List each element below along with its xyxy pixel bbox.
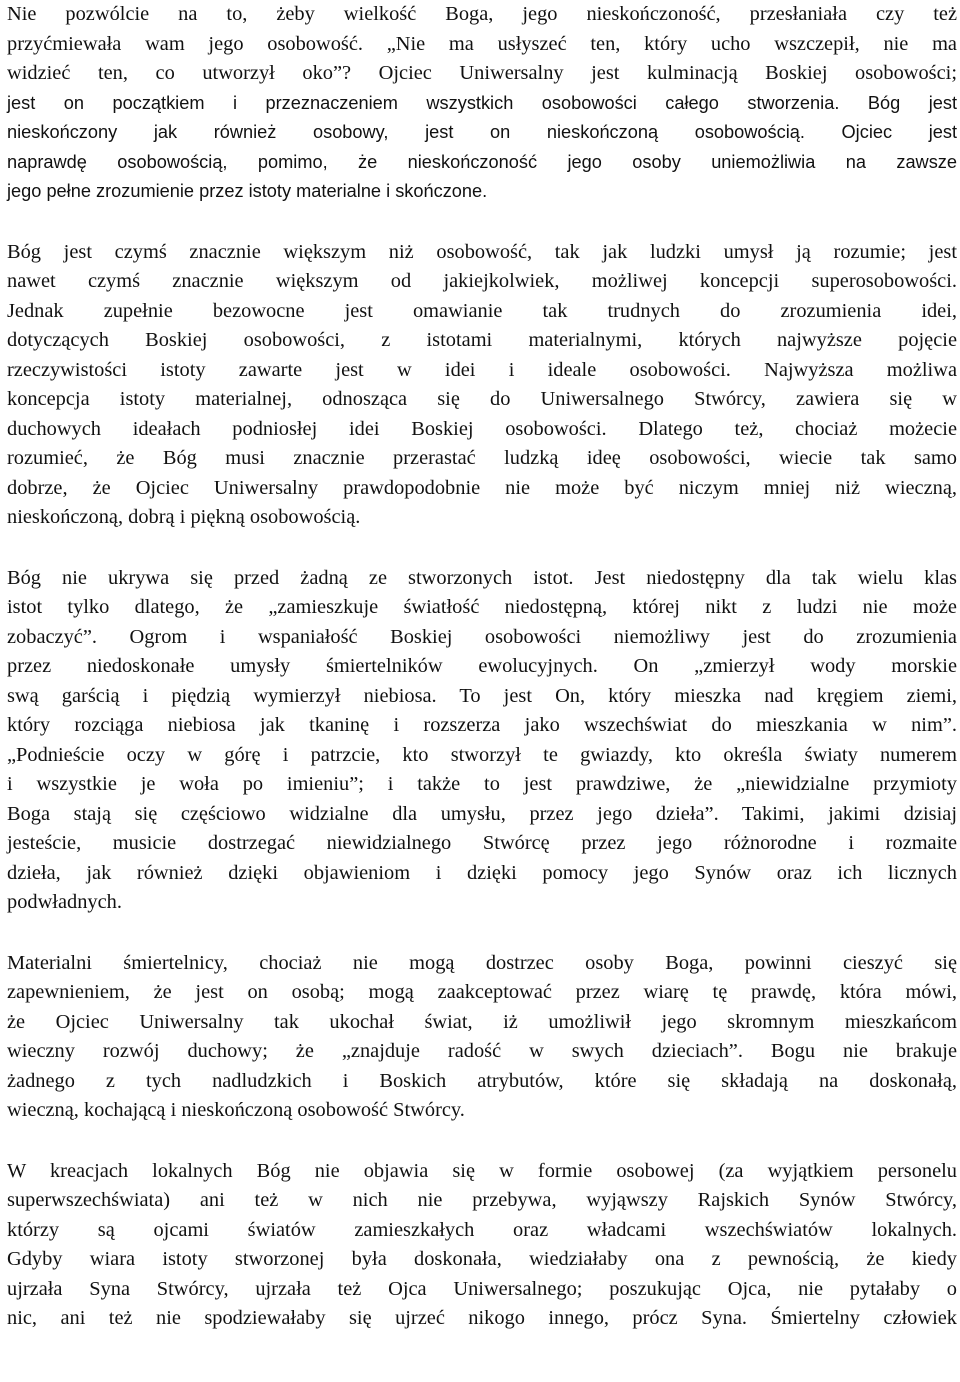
paragraph-line: ujrzała Syna Stwórcy, ujrzała też Ojca Uniwersalnego; poszukując Ojca, nie pytałaby o: [7, 1277, 957, 1300]
paragraph-line: jesteście, musicie dostrzegać niewidzialnego Stwórcę przez jego różnorodne i rozmaite: [7, 832, 957, 854]
paragraph-line: przez niedoskonałe umysły śmiertelników ewolucyjnych. On „zmierzył wody morskie: [7, 655, 957, 677]
paragraph-line: który rozciąga niebiosa jak tkaninę i rozszerza jako wszechświat do mieszkania w nim”.: [7, 714, 957, 736]
paragraph-line: koncepcja istoty materialnej, odnosząca się do Uniwersalnego Stwórcy, zawiera się w: [7, 388, 957, 410]
paragraph-line: Boga stają się częściowo widzialne dla umysłu, przez jego dzieła”. Takimi, jakimi dzisiaj: [7, 802, 957, 825]
paragraph-3: [7, 564, 957, 918]
paragraph-line: naprawdę osobowością, pomimo, że nieskończoność jego osoby uniemożliwia na zawsze: [7, 151, 957, 172]
paragraph-line: nawet czymś znacznie większym od jakiejkolwiek, możliwej koncepcji superosobowości.: [7, 270, 957, 292]
paragraph-line: „Podnieście oczy w górę i patrzcie, kto stworzył te gwiazdy, kto określa światy numerem: [7, 743, 957, 766]
paragraph-line: nieskończony jak również osobowy, jest on nieskończoną osobowością. Ojciec jest: [7, 122, 957, 142]
paragraph-line: duchowych ideałach podniosłej idei Boskiej osobowości. Dlatego też, chociaż możecie: [7, 417, 957, 440]
paragraph-line: W kreacjach lokalnych Bóg nie objawia się w formie osobowej (za wyjątkiem personelu: [7, 1159, 957, 1182]
paragraph-gap: [7, 533, 957, 564]
paragraph-line: przyćmiewała wam jego osobowość. „Nie ma usłyszeć ten, który ucho wszczepił, nie ma: [7, 32, 957, 55]
paragraph-line: nieskończoną, dobrą i piękną osobowością.: [7, 506, 361, 528]
paragraph-gap: [7, 1126, 957, 1157]
paragraph-line: swą garścią i piędzią wymierzył niebiosa. To jest On, który mieszka nad kręgiem ziemi,: [7, 684, 957, 707]
paragraph-line: Bóg jest czymś znacznie większym niż osobowość, tak jak ludzki umysł ją rozumie; jest: [7, 240, 957, 263]
paragraph-line: rozumieć, że Bóg musi znacznie przerastać ludzką ideę osobowości, wiecie tak samo: [7, 447, 957, 469]
paragraph-line: wieczną, kochającą i nieskończoną osobowość Stwórcy.: [7, 1099, 465, 1121]
paragraph-line: którzy są ojcami światów zamieszkałych oraz władcami wszechświatów lokalnych.: [7, 1218, 957, 1241]
paragraph-line: dotyczących Boskiej osobowości, z istotami materialnymi, których najwyższe pojęcie: [7, 329, 957, 351]
paragraph-line: dzieła, jak również dzięki objawieniom i dzięki pomocy jego Synów oraz ich licznych: [7, 861, 957, 884]
paragraph-gap: [7, 207, 957, 238]
paragraph-line: Bóg nie ukrywa się przed żadną ze stworzonych istot. Jest niedostępny dla tak wielu klas: [7, 566, 957, 589]
paragraph-line: Gdyby wiara istoty stworzonej była doskonała, wiedziałaby ona z pewnością, że kiedy: [7, 1248, 957, 1270]
paragraph-line: rzeczywistości istoty zawarte jest w idei i ideale osobowości. Najwyższa możliwa: [7, 358, 957, 381]
paragraph-4: [7, 949, 957, 1126]
paragraph-line: Nie pozwólcie na to, żeby wielkość Boga, jego nieskończoność, przesłaniała czy też: [7, 3, 957, 25]
paragraph-line: superwszechświata) ani też w nich nie przebywa, wyjąwszy Rajskich Synów Stwórcy,: [7, 1189, 957, 1211]
paragraph-line: jego pełne zrozumienie przez istoty materialne i skończone.: [7, 181, 488, 201]
paragraph-line: zobaczyć”. Ogrom i wspaniałość Boskiej osobowości niemożliwy jest do zrozumienia: [7, 625, 957, 648]
paragraph-line: Jednak zupełnie bezowocne jest omawianie tak trudnych do zrozumienia idei,: [7, 299, 957, 322]
paragraph-line: nic, ani też nie spodziewałaby się ujrzeć nikogo innego, prócz Syna. Śmiertelny człowiek: [7, 1307, 957, 1329]
paragraph-gap: [7, 918, 957, 949]
paragraph-line: wieczny rozwój duchowy; że „znajduje radość w swych dzieciach”. Bogu nie brakuje: [7, 1040, 957, 1062]
paragraph-2: [7, 238, 957, 533]
paragraph-line: podwładnych.: [7, 891, 122, 913]
paragraph-line: że Ojciec Uniwersalny tak ukochał świat, iż umożliwił jego skromnym mieszkańcom: [7, 1010, 957, 1033]
paragraph-line: widzieć ten, co utworzył oko”? Ojciec Uniwersalny jest kulminacją Boskiej osobowości;: [7, 62, 957, 84]
paragraph-line: jest on początkiem i przeznaczeniem wszystkich osobowości całego stworzenia. Bóg jest: [7, 92, 957, 113]
paragraph-line: dobrze, że Ojciec Uniwersalny prawdopodobnie nie może być niczym mniej niż wieczną,: [7, 476, 957, 499]
paragraph-5: [7, 1157, 957, 1334]
paragraph-line: zapewnieniem, że jest on osobą; mogą zaakceptować przez wiarę tę prawdę, która mówi,: [7, 981, 957, 1003]
document-page: [7, 0, 957, 1334]
paragraph-line: istot tylko dlatego, że „zamieszkuje światłość niedostępną, której nikt z ludzi nie może: [7, 596, 957, 618]
paragraph-line: Materialni śmiertelnicy, chociaż nie mogą dostrzec osoby Boga, powinni cieszyć się: [7, 951, 957, 974]
paragraph-1: [7, 0, 957, 207]
paragraph-line: żadnego z tych nadludzkich i Boskich atrybutów, które się składają na doskonałą,: [7, 1069, 957, 1092]
paragraph-line: i wszystkie je woła po imieniu”; i także to jest prawdziwe, że „niewidzialne przymioty: [7, 773, 957, 795]
